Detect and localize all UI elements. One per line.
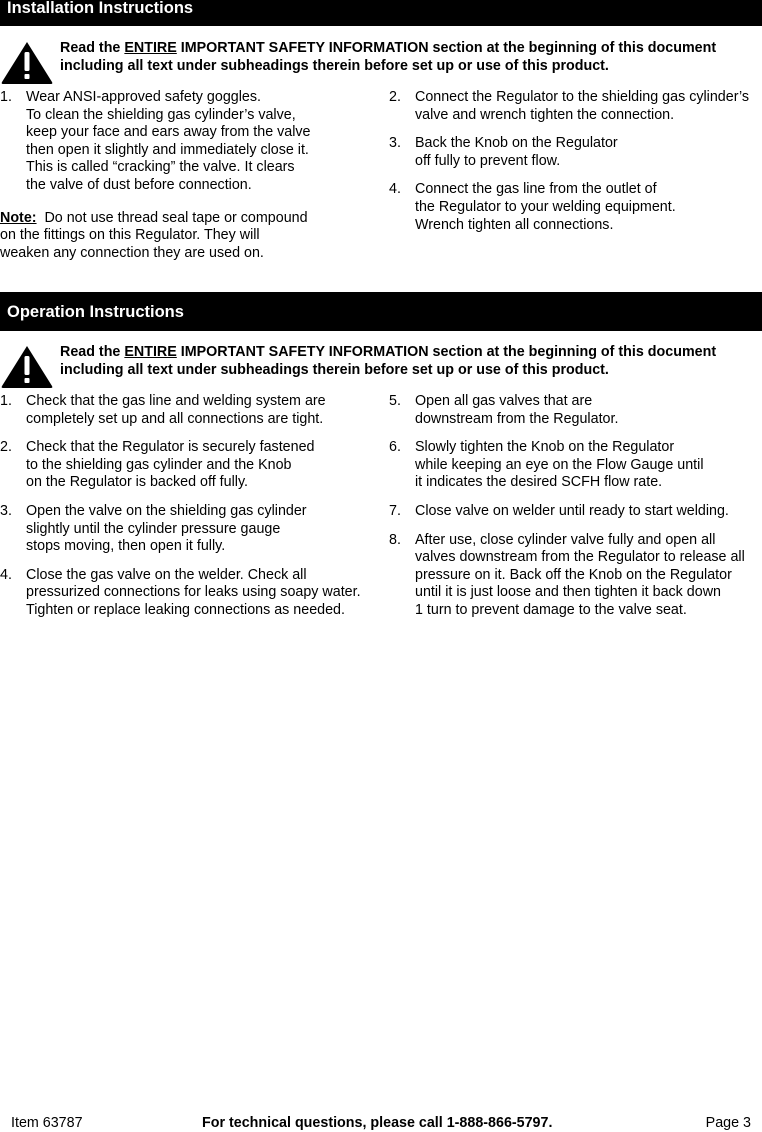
installation-heading: Installation Instructions	[0, 0, 762, 26]
step-number: 1.	[0, 393, 12, 409]
step-item: 5. Open all gas valves that are downstream from the Regulator.	[389, 393, 619, 427]
step-item: 1. Wear ANSI-approved safety goggles. To clean the shielding gas cylinder’s valve, keep your face and ears away from the valve then open it slightly and immediately close it. This is called “cracking” the valve. It clears the valve of dust before connection.	[0, 89, 311, 193]
warning-emphasis: ENTIRE	[124, 40, 177, 56]
step-number: 2.	[0, 439, 12, 456]
step-number: 3.	[0, 502, 12, 519]
operation-heading: Operation Instructions	[0, 292, 762, 331]
step-item: 4. Close the gas valve on the welder. Check all pressurized connections for leaks using soapy water. Tighten or replace leaking connections as needed.	[0, 566, 361, 618]
installation-right-column	[389, 89, 762, 245]
step-item: 4. Connect the gas line from the outlet of the Regulator to your welding equipment. Wrench tighten all connections.	[389, 181, 676, 233]
step-item: 2. Check that the Regulator is securely fastened to the shielding gas cylinder and the Knob on the Regulator is backed off fully.	[0, 439, 315, 491]
step-number: 4.	[389, 181, 401, 198]
step-number: 3.	[389, 135, 401, 152]
step-number: 4.	[0, 566, 12, 583]
step-item: 2. Connect the Regulator to the shielding gas cylinder’s valve and wrench tighten the connection.	[389, 89, 750, 123]
operation-safety-warning	[0, 343, 762, 393]
warning-triangle-icon	[0, 343, 54, 389]
page-footer	[0, 1114, 762, 1132]
step-number: 6.	[389, 439, 401, 456]
step-item: 3. Back the Knob on the Regulator off fully to prevent flow.	[389, 135, 618, 169]
page-number: Page 3	[705, 1115, 751, 1131]
warning-text: Read the ENTIRE IMPORTANT SAFETY INFORMATION section at the beginning of this document including all text under subheadings therein before set up or use of this product.	[60, 40, 717, 74]
step-number: 1.	[0, 89, 12, 105]
item-number: Item 63787	[11, 1115, 83, 1131]
step-number: 8.	[389, 531, 401, 548]
warning-emphasis: ENTIRE	[124, 344, 177, 360]
step-item: 8. After use, close cylinder valve fully and open all valves downstream from the Regulator to release all pressure on it. Back off the Knob on the Regulator until it is just loose and then tighten it back down 1 turn to prevent damage to the valve seat.	[389, 531, 745, 618]
note-label: Note:	[0, 209, 37, 226]
step-number: 2.	[389, 89, 401, 105]
support-phone: For technical questions, please call 1-888-866-5797.	[202, 1115, 553, 1131]
operation-left-column	[0, 393, 380, 631]
installation-safety-warning	[0, 39, 762, 89]
step-item: 3. Open the valve on the shielding gas cylinder slightly until the cylinder pressure gauge stops moving, then open it fully.	[0, 502, 307, 555]
warning-text: Read the ENTIRE IMPORTANT SAFETY INFORMATION section at the beginning of this document including all text under subheadings therein before set up or use of this product.	[60, 344, 717, 378]
step-item: 6. Slowly tighten the Knob on the Regulator while keeping an eye on the Flow Gauge until it indicates the desired SCFH flow rate.	[389, 439, 704, 491]
warning-triangle-icon	[0, 39, 54, 85]
step-item: 7. Close valve on welder until ready to start welding.	[389, 502, 729, 519]
operation-right-column	[389, 393, 762, 631]
step-item: 1. Check that the gas line and welding system are completely set up and all connections are tight.	[0, 393, 326, 427]
step-number: 7.	[389, 502, 401, 519]
installation-note: Note: Do not use thread seal tape or compound on the fittings on this Regulator. They will weaken any connection they are used on.	[0, 209, 308, 261]
installation-left-column	[0, 89, 370, 262]
step-number: 5.	[389, 393, 401, 409]
